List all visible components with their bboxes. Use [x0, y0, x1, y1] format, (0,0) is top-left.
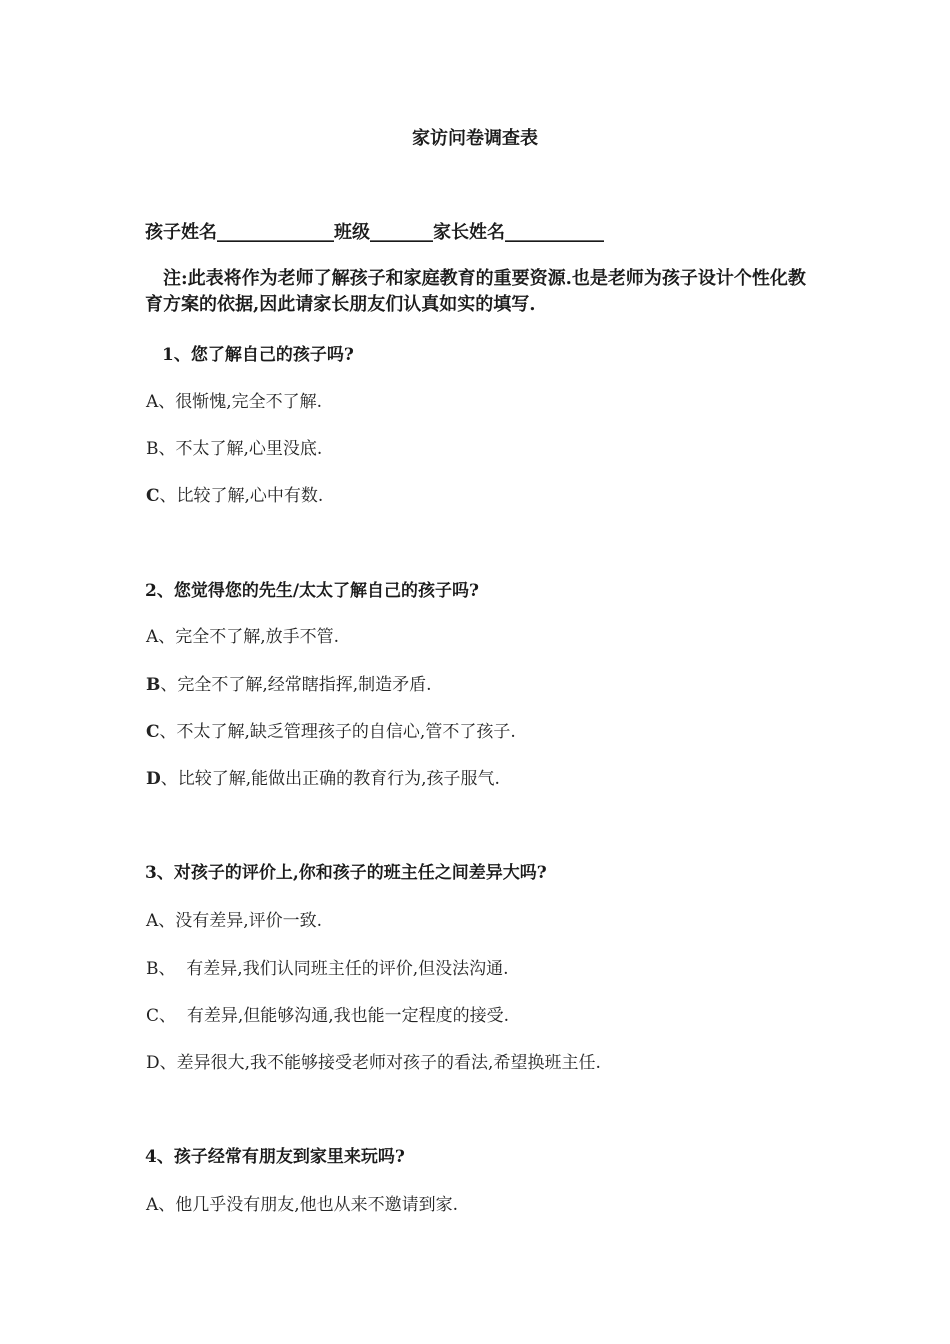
- q3-option-a: [146, 906, 322, 931]
- option-text: 、比较了解,能做出正确的教育行为,孩子服气.: [160, 769, 500, 789]
- option-letter: C: [146, 486, 160, 506]
- option-letter: B: [146, 675, 161, 695]
- option-text: 、很惭愧,完全不了解.: [158, 392, 323, 412]
- option-letter: C: [146, 1006, 160, 1026]
- option-letter: C: [146, 722, 160, 742]
- option-text: 、没有差异,评价一致.: [158, 911, 323, 931]
- option-letter: A: [146, 627, 159, 647]
- q1-option-a: [146, 387, 322, 412]
- student-info-line: 孩子姓名_____________班级_______家长姓名___________: [145, 222, 604, 243]
- option-text: 、比较了解,心中有数.: [159, 486, 324, 506]
- option-letter: D: [146, 769, 161, 789]
- q2-option-b: [146, 670, 432, 695]
- option-text: 、不太了解,心里没底.: [158, 439, 323, 459]
- q3-option-c: [146, 1001, 509, 1026]
- option-letter: A: [146, 911, 159, 931]
- q3-option-b: [146, 954, 509, 979]
- question-1: 1、您了解自己的孩子吗?: [162, 345, 354, 365]
- q3-option-d: [146, 1048, 601, 1073]
- option-text: 、 有差异,但能够沟通,我也能一定程度的接受.: [159, 1006, 510, 1026]
- question-3: 3、对孩子的评价上,你和孩子的班主任之间差异大吗?: [145, 863, 547, 883]
- option-letter: D: [146, 1053, 160, 1073]
- instruction-note: 注:此表将作为老师了解孩子和家庭教育的重要资源.也是老师为孩子设计个性化教育方案的依据,因此请家长朋友们认真如实的填写.: [145, 268, 806, 315]
- option-letter: B: [146, 439, 159, 459]
- q2-option-d: [146, 764, 500, 789]
- option-text: 、他几乎没有朋友,他也从来不邀请到家.: [158, 1195, 459, 1215]
- option-letter: B: [146, 959, 159, 979]
- page-title: 家访问卷调查表: [412, 128, 538, 149]
- question-4: 4、孩子经常有朋友到家里来玩吗?: [145, 1147, 405, 1167]
- question-2: 2、您觉得您的先生/太太了解自己的孩子吗?: [145, 581, 479, 601]
- option-text: 、差异很大,我不能够接受老师对孩子的看法,希望换班主任.: [159, 1053, 601, 1073]
- q1-option-c: [146, 481, 323, 506]
- option-text: 、完全不了解,经常瞎指挥,制造矛盾.: [160, 675, 432, 695]
- q4-option-a: [146, 1190, 458, 1215]
- option-letter: A: [146, 392, 159, 412]
- option-letter: A: [146, 1195, 159, 1215]
- q2-option-c: [146, 717, 516, 742]
- option-text: 、完全不了解,放手不管.: [158, 627, 340, 647]
- option-text: 、 有差异,我们认同班主任的评价,但没法沟通.: [158, 959, 509, 979]
- q2-option-a: [146, 622, 339, 647]
- q1-option-b: [146, 434, 322, 459]
- option-text: 、不太了解,缺乏管理孩子的自信心,管不了孩子.: [159, 722, 516, 742]
